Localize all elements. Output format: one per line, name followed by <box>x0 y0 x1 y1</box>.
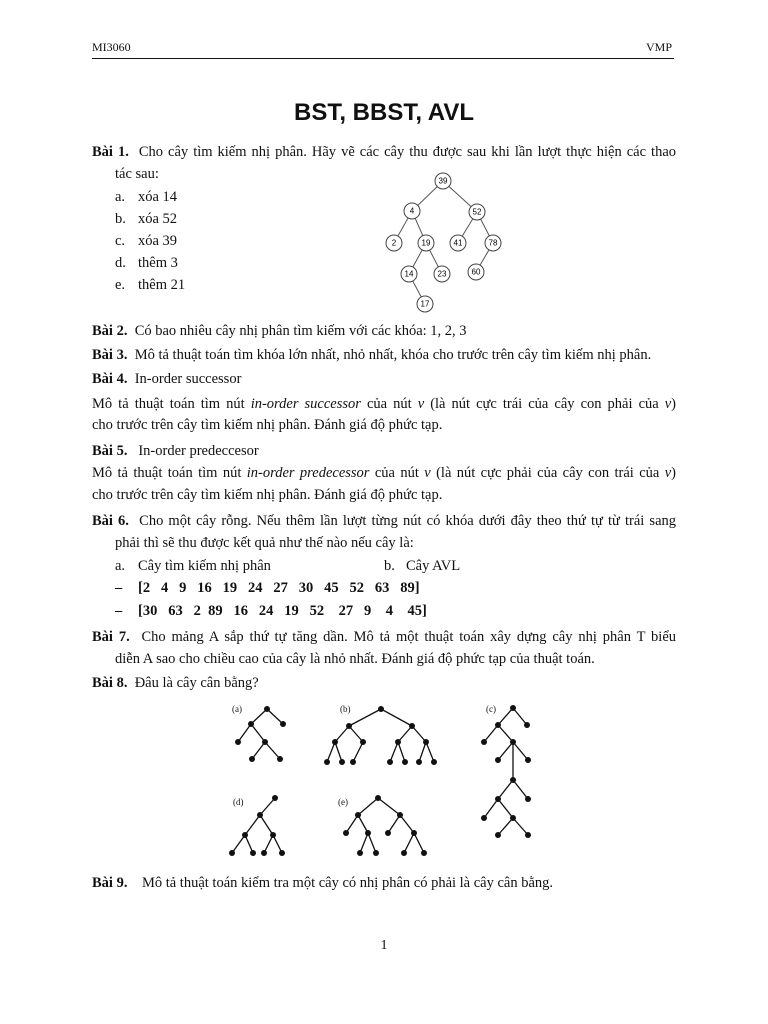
bai6-dash: – <box>115 603 123 619</box>
tree-c <box>484 700 544 845</box>
bai6-sequence-1: [2 4 9 16 19 24 27 30 45 52 63 89] <box>138 580 420 596</box>
bai5-label: Bài 5. <box>92 443 128 459</box>
tree-label: (e) <box>338 797 348 807</box>
bai1-item-mark: a. <box>115 189 126 205</box>
bai6-opt-a: Cây tìm kiếm nhị phân <box>138 558 271 574</box>
text-run: Mô tả thuật toán tìm nút <box>92 396 251 412</box>
tree-label: (b) <box>340 704 351 714</box>
bai1-item-mark: c. <box>115 233 126 249</box>
bai1-item-mark: d. <box>115 255 126 271</box>
page-number: 1 <box>380 938 388 953</box>
svg-text:39: 39 <box>438 176 448 186</box>
bai6-dash: – <box>115 580 123 596</box>
svg-text:4: 4 <box>409 206 415 216</box>
var-italic: v <box>417 396 425 412</box>
header-course-code: MI3060 <box>92 40 131 54</box>
tree-a <box>232 700 292 770</box>
bst-node <box>386 235 402 251</box>
bai2-text: Có bao nhiêu cây nhị phân tìm kiếm với các khóa: 1, 2, 3 <box>134 323 467 339</box>
tree-label: (a) <box>232 704 242 714</box>
tree-d <box>230 793 290 865</box>
svg-text:60: 60 <box>471 267 481 277</box>
bai1-item-text: thêm 21 <box>138 277 186 293</box>
tree-label: (d) <box>233 797 244 807</box>
bai4-label: Bài 4. <box>92 371 128 387</box>
svg-text:14: 14 <box>404 269 414 279</box>
svg-text:78: 78 <box>488 238 498 248</box>
svg-text:19: 19 <box>421 238 431 248</box>
page-title: BST, BBST, AVL <box>293 99 474 126</box>
bai3-line <box>92 344 651 366</box>
bai4-title: In-order successor <box>134 371 242 387</box>
bst-node <box>404 203 420 219</box>
bst-node <box>485 235 501 251</box>
bai6-opt-b-mark: b. <box>384 558 395 574</box>
bai8-line <box>92 672 259 694</box>
bai6-text: Cho một cây rỗng. Nếu thêm lần lượt từng nút có khóa dưới đây theo thứ tự từ trái sang <box>139 513 677 529</box>
bai4-paragraph-line1 <box>92 393 676 415</box>
bai2-line <box>92 320 467 342</box>
bai7-line2: diễn A sao cho chiều cao của cây là nhỏ nhất. Đánh giá độ phức tạp của thuật toán. <box>115 651 595 667</box>
bai6-line2: phải thì sẽ thu được kết quả như thế nào nếu cây là: <box>115 535 414 551</box>
svg-text:23: 23 <box>437 269 447 279</box>
bai9-text: Mô tả thuật toán kiểm tra một cây có nhị phân có phải là cây cân bằng. <box>141 875 554 891</box>
bst-node <box>417 296 433 312</box>
text-run: (là nút cực phải của cây con trái của <box>430 465 665 481</box>
bai1-item-mark: b. <box>115 211 126 227</box>
bai3-label: Bài 3. <box>92 347 128 363</box>
bai7-text: Cho mảng A sắp thứ tự tăng dần. Mô tả một thuật toán xây dựng cây nhị phân T biểu <box>141 629 677 645</box>
bst-node <box>418 235 434 251</box>
bai7-line1 <box>92 626 676 648</box>
bai1-item-text: xóa 39 <box>138 233 178 249</box>
var-italic: v <box>424 465 431 481</box>
bai1-item-text: xóa 52 <box>138 211 178 227</box>
bai5-paragraph-line1 <box>92 462 676 484</box>
bai6-line1 <box>92 510 676 532</box>
svg-text:52: 52 <box>472 207 482 217</box>
svg-text:41: 41 <box>453 238 463 248</box>
text-run: của nút <box>369 465 425 481</box>
bst-node <box>469 204 485 220</box>
svg-text:17: 17 <box>420 299 430 309</box>
tree-e <box>338 793 438 865</box>
bai1-item-text: thêm 3 <box>138 255 178 271</box>
text-run: của nút <box>360 396 418 412</box>
term-italic: in-order successor <box>250 396 361 412</box>
bai2-label: Bài 2. <box>92 323 128 339</box>
var-italic: v <box>664 465 672 481</box>
bai5-line <box>92 440 259 462</box>
var-italic: v <box>664 396 672 412</box>
bai9-label: Bài 9. <box>92 875 128 891</box>
bai4-paragraph-line2: cho trước trên cây tìm kiếm nhị phân. Đánh giá độ phức tạp. <box>92 417 443 433</box>
bai6-label: Bài 6. <box>92 513 129 529</box>
bst-node <box>468 264 484 280</box>
bst-figure <box>380 170 510 315</box>
header-rule <box>92 58 674 59</box>
text-run: ) <box>671 465 676 481</box>
tree-label: (c) <box>486 704 496 714</box>
bst-node <box>450 235 466 251</box>
bai6-sequence-2: [30 63 2 89 16 24 19 52 27 9 4 45] <box>138 603 427 619</box>
text-run: (là nút cực trái của cây con phải của <box>424 396 665 412</box>
text-run: ) <box>671 396 677 412</box>
bai1-line1 <box>92 141 676 163</box>
bai1-line2: tác sau: <box>115 166 159 182</box>
bai1-item-mark: e. <box>115 277 126 293</box>
bai1-text: Cho cây tìm kiếm nhị phân. Hãy vẽ các cây thu được sau khi lần lượt thực hiện các thao <box>138 144 677 160</box>
bst-node <box>435 173 451 189</box>
bai9-line <box>92 872 553 894</box>
bst-node <box>434 266 450 282</box>
bai5-paragraph-line2: cho trước trên cây tìm kiếm nhị phân. Đánh giá độ phức tạp. <box>92 487 443 503</box>
term-italic: in-order predecessor <box>246 465 370 481</box>
bai3-text: Mô tả thuật toán tìm khóa lớn nhất, nhỏ nhất, khóa cho trước trên cây tìm kiếm nhị phân. <box>134 347 652 363</box>
bai8-label: Bài 8. <box>92 675 128 691</box>
bai1-label: Bài 1. <box>92 144 129 160</box>
bai7-label: Bài 7. <box>92 629 130 645</box>
bai1-item-text: xóa 14 <box>138 189 178 205</box>
text-run: Mô tả thuật toán tìm nút <box>92 465 247 481</box>
svg-text:2: 2 <box>391 238 397 248</box>
bai5-title: In-order predeccesor <box>138 443 259 459</box>
header-author: VMP <box>645 40 672 54</box>
bai6-opt-b: Cây AVL <box>406 558 461 574</box>
bai8-text: Đâu là cây cân bằng? <box>134 675 259 691</box>
bst-node <box>401 266 417 282</box>
bai6-opt-a-mark: a. <box>115 558 126 574</box>
bai4-line <box>92 368 241 390</box>
tree-b <box>318 700 443 772</box>
